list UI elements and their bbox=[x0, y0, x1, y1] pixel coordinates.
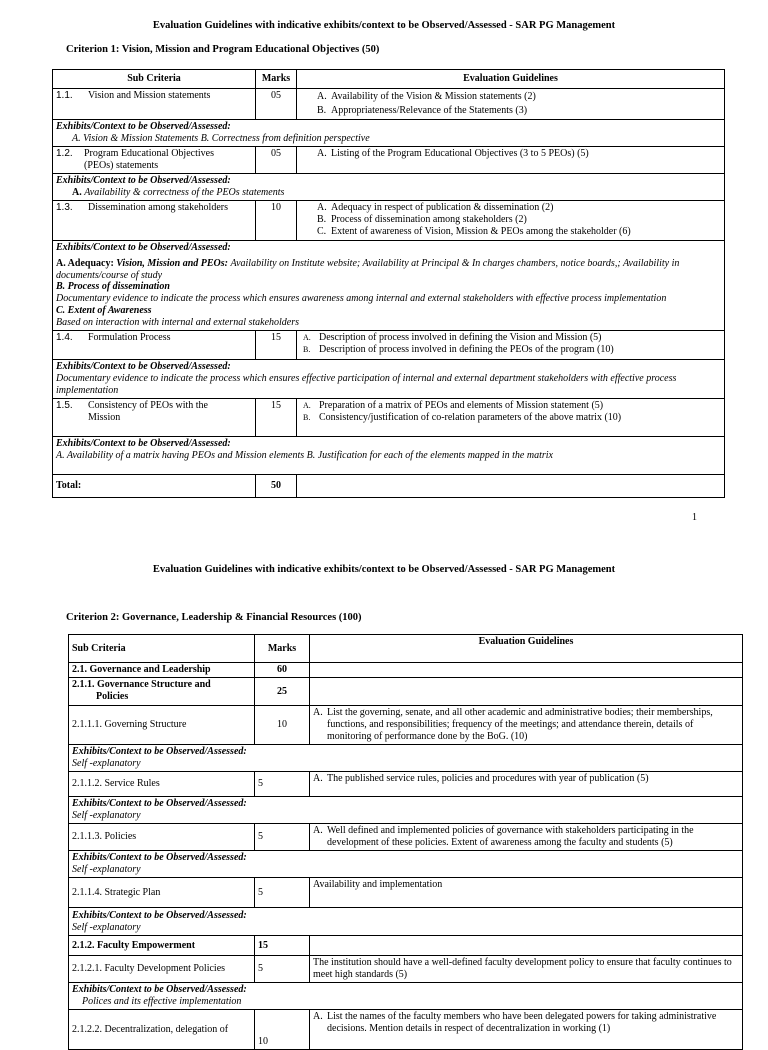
criterion-2-table bbox=[68, 634, 743, 1050]
header-evaluation-guidelines: Evaluation Guidelines bbox=[310, 635, 743, 663]
header-evaluation-guidelines: Evaluation Guidelines bbox=[297, 70, 725, 89]
document-title: Evaluation Guidelines with indicative exhibits/context to be Observed/Assessed - SAR PG Management bbox=[152, 20, 616, 31]
guidelines-cell: A. Availability of the Vision & Mission statements (2) B. Appropriateness/Relevance of the Statements (3) bbox=[297, 89, 725, 120]
table-row: 2.1.2.2. Decentralization, delegation of 10 A. List the names of the faculty members who have been delegated powers for taking administrative decisions. Mention details in respect of decentralization in working (1) bbox=[69, 1010, 743, 1050]
guidelines-cell: A. Listing of the Program Educational Objectives (3 to 5 PEOs) (5) bbox=[297, 147, 725, 174]
marks-cell: 10 bbox=[256, 201, 297, 241]
guidelines-cell: A. Adequacy in respect of publication & dissemination (2) B. Process of dissemination among stakeholders (2) C. Extent of awareness of Vision, Mission & PEOs among the stakeholder (6) bbox=[297, 201, 725, 241]
document-title: Evaluation Guidelines with indicative exhibits/context to be Observed/Assessed - SAR PG Management bbox=[152, 564, 616, 575]
marks-cell: 05 bbox=[256, 147, 297, 174]
exhibits-row: Exhibits/Context to be Observed/Assessed: Self -explanatory bbox=[69, 797, 743, 824]
sub-criteria-cell: 1.4. Formulation Process bbox=[53, 331, 256, 360]
table-row: 2.1.1.2. Service Rules 5 A. The published service rules, policies and procedures with year of publication (5) bbox=[69, 772, 743, 797]
total-row bbox=[53, 475, 725, 498]
table-row: 2.1.1.1. Governing Structure 10 A. List the governing, senate, and all other academic and administrative bodies; their memberships, functions, and responsibilities; frequency of the meetings; and attendance therein, details of monitoring of performance done by the BoG. (10) bbox=[69, 706, 743, 745]
table-header-row bbox=[69, 635, 743, 663]
exhibits-row: Exhibits/Context to be Observed/Assessed: A. Availability of a matrix having PEOs and Mission elements B. Justification for each of the elements mapped in the matrix bbox=[53, 437, 725, 475]
exhibits-row: Exhibits/Context to be Observed/Assessed: Self -explanatory bbox=[69, 745, 743, 772]
table-row bbox=[53, 147, 725, 174]
table-row: 2.1.1.3. Policies 5 A. Well defined and implemented policies of governance with stakeholders participating in the development of these policies. Extent of awareness among the faculty and students (5) bbox=[69, 824, 743, 851]
exhibits-row: Exhibits/Context to be Observed/Assessed: Self -explanatory bbox=[69, 908, 743, 936]
table-row: 2.1.1. Governance Structure and Policies 25 bbox=[69, 678, 743, 706]
exhibits-row: Exhibits/Context to be Observed/Assessed: A. Availability & correctness of the PEOs statements bbox=[53, 174, 725, 201]
header-marks: Marks bbox=[256, 70, 297, 89]
table-row bbox=[53, 399, 725, 437]
table-row: 2.1.1.4. Strategic Plan 5 Availability and implementation bbox=[69, 878, 743, 908]
exhibits-row: Exhibits/Context to be Observed/Assessed: Self -explanatory bbox=[69, 851, 743, 878]
table-header-row bbox=[53, 70, 725, 89]
guidelines-cell: A. Description of process involved in defining the Vision and Mission (5) B. Description of process involved in defining the PEOs of the program (10) bbox=[297, 331, 725, 360]
total-label: Total: bbox=[53, 475, 256, 498]
header-sub-criteria: Sub Criteria bbox=[69, 635, 255, 663]
sub-criteria-cell: 1.1. Vision and Mission statements bbox=[53, 89, 256, 120]
exhibits-row: Exhibits/Context to be Observed/Assessed: Documentary evidence to indicate the process which ensures effective participation of internal and external department stakeholders with effective process implementation bbox=[53, 360, 725, 399]
table-row bbox=[53, 331, 725, 360]
guidelines-cell: A. Preparation of a matrix of PEOs and elements of Mission statement (5) B. Consistency/justification of co-relation parameters of the above matrix (10) bbox=[297, 399, 725, 437]
total-marks: 50 bbox=[256, 475, 297, 498]
marks-cell: 15 bbox=[256, 331, 297, 360]
table-row: 2.1.2. Faculty Empowerment 15 bbox=[69, 936, 743, 956]
marks-cell: 15 bbox=[256, 399, 297, 437]
criterion-1-table bbox=[52, 69, 725, 498]
table-row bbox=[53, 201, 725, 241]
page-number: 1 bbox=[692, 512, 697, 523]
header-marks: Marks bbox=[255, 635, 310, 663]
table-row: 2.1.2.1. Faculty Development Policies 5 The institution should have a well-defined faculty development policy to ensure that faculty continues to meet high standards (5) bbox=[69, 956, 743, 983]
header-sub-criteria: Sub Criteria bbox=[53, 70, 256, 89]
criterion-1-title: Criterion 1: Vision, Mission and Program Educational Objectives (50) bbox=[66, 44, 380, 55]
table-row bbox=[53, 89, 725, 120]
sub-criteria-cell: 1.5. Consistency of PEOs with the Mission bbox=[53, 399, 256, 437]
exhibits-row: Exhibits/Context to be Observed/Assessed: Polices and its effective implementation bbox=[69, 983, 743, 1010]
criterion-2-title: Criterion 2: Governance, Leadership & Financial Resources (100) bbox=[66, 612, 362, 623]
exhibits-row: Exhibits/Context to be Observed/Assessed: A. Vision & Mission Statements B. Correctness from definition perspective bbox=[53, 120, 725, 147]
exhibits-row: Exhibits/Context to be Observed/Assessed: A. Adequacy: Vision, Mission and PEOs: Availability on Institute website; Availability at Principal & In charges chambers, notice boards,; Availability in documents/course of study B. Process of dissemination Documentary evidence to indicate the process which ensures awareness among internal and external stakeholders with effective process implementation C. Extent of Awareness Based on interaction with internal and external stakeholders bbox=[53, 241, 725, 331]
sub-criteria-cell: 1.3. Dissemination among stakeholders bbox=[53, 201, 256, 241]
marks-cell: 05 bbox=[256, 89, 297, 120]
table-row: 2.1. Governance and Leadership 60 bbox=[69, 663, 743, 678]
sub-criteria-cell: 1.2. Program Educational Objectives (PEOs) statements bbox=[53, 147, 256, 174]
